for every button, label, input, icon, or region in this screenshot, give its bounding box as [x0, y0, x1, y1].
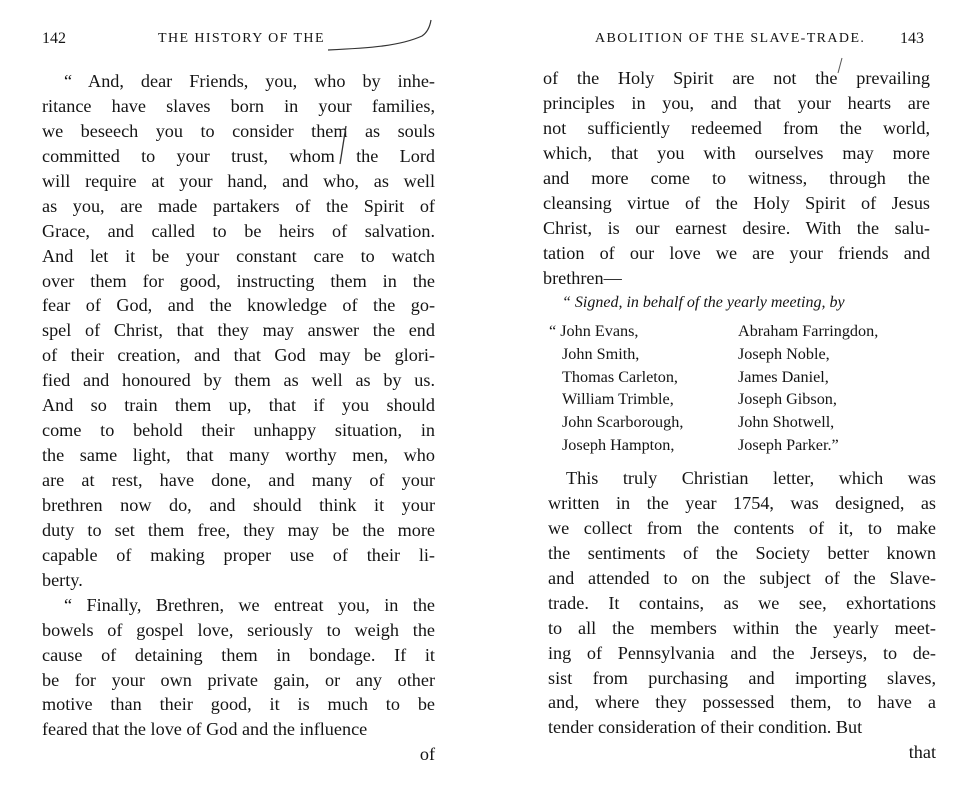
text-line: which, that you with ourselves may more: [543, 142, 930, 163]
signatory-name: Thomas Carleton,: [562, 367, 678, 386]
signatory-name: Joseph Hampton,: [562, 435, 675, 454]
text-line: fied and honoured by them as well as by us.: [42, 370, 435, 391]
signatory-name: Abraham Farringdon,: [738, 322, 879, 340]
text-line: And so train them up, that if you should: [42, 395, 435, 416]
text-line: committed to your trust, whom the Lord: [42, 145, 435, 166]
catchword: that: [908, 742, 936, 763]
text-line: bowels of gospel love, seriously to weigh the: [42, 619, 435, 640]
text-line: principles in you, and that your hearts are: [543, 92, 930, 113]
text-line: to all the members within the yearly meet-: [548, 617, 936, 638]
text-line: Grace, and called to be heirs of salvation.: [42, 220, 435, 241]
text-line: feared that the love of God and the influence: [42, 719, 368, 740]
text-line: will require at your hand, and who, as well: [42, 170, 435, 191]
right-running-head: ABOLITION OF THE SLAVE-TRADE.: [595, 31, 866, 46]
left-page-number: 142: [42, 30, 66, 47]
signature-heading: “ Signed, in behalf of the yearly meeting, by: [562, 294, 845, 311]
text-line: and more come to witness, through the: [543, 167, 930, 188]
text-line: This truly Christian letter, which was: [566, 468, 936, 488]
signatory-name: William Trimble,: [562, 390, 674, 409]
signatory-name: John Shotwell,: [738, 413, 835, 432]
text-line: motive than their good, it is much to be: [42, 694, 435, 715]
signatory-name: John Scarborough,: [562, 413, 684, 432]
text-line: spel of Christ, that they may answer the end: [42, 320, 435, 341]
text-line: the same light, that many worthy men, who: [42, 445, 435, 466]
text-line: ritance have slaves born in your families,: [42, 95, 435, 116]
catchword: of: [419, 744, 435, 765]
text-line: and attended to on the subject of the Slave-: [548, 567, 936, 588]
text-line: cleansing virtue of the Holy Spirit of Jesus: [543, 192, 930, 213]
text-line: capable of making proper use of their li-: [42, 544, 435, 565]
text-line: trade. It contains, as we see, exhortations: [548, 592, 936, 613]
text-line: berty.: [42, 569, 83, 590]
signatories-left-column: [549, 320, 683, 457]
text-line: tation of our love we are your friends and: [543, 242, 930, 263]
text-line: of their creation, and that God may be glori-: [42, 345, 435, 366]
signatory-name: Joseph Gibson,: [738, 390, 837, 409]
text-line: ing of Pennsylvania and the Jerseys, to de-: [548, 642, 936, 663]
text-line: we collect from the contents of it, to make: [548, 517, 936, 538]
text-line: written in the year 1754, was designed, as: [548, 492, 936, 513]
signatory-name: James Daniel,: [738, 367, 829, 386]
signatories-right-column: [738, 320, 878, 457]
left-body-text: [42, 69, 435, 767]
text-line: the sentiments of the Society better known: [548, 542, 936, 563]
text-line: tender consideration of their condition. But: [548, 717, 863, 738]
signatory-name: Joseph Noble,: [738, 344, 830, 363]
text-line: brethren now do, and should think it your: [42, 494, 435, 515]
text-line: sist from purchasing and importing slaves,: [548, 667, 936, 688]
right-page-number: 143: [900, 30, 924, 47]
signatory-name: “ John Evans,: [549, 322, 639, 340]
text-line: are at rest, have done, and many of your: [42, 470, 435, 490]
signatory-name: John Smith,: [562, 344, 640, 363]
right-body-text-bottom: [548, 466, 936, 765]
text-line: And let it be your constant care to watch: [42, 245, 435, 266]
text-line: of the Holy Spirit are not the prevailing: [543, 68, 930, 88]
text-line: duty to set them free, they may be the more: [42, 519, 435, 540]
signatory-name: Joseph Parker.”: [738, 435, 839, 454]
right-body-text-top: [543, 66, 930, 290]
text-line: “ And, dear Friends, you, who by inhe-: [64, 71, 435, 91]
text-line: and, where they possessed them, to have a: [548, 692, 936, 713]
left-running-head: THE HISTORY OF THE: [158, 31, 325, 46]
text-line: not sufficiently redeemed from the world,: [543, 117, 930, 138]
text-line: we beseech you to consider them as souls: [42, 120, 435, 141]
text-line: Christ, is our earnest desire. With the salu-: [543, 217, 930, 238]
text-line: over them for good, instructing them in the: [42, 270, 435, 291]
text-line: be for your own private gain, or any other: [42, 669, 435, 690]
text-line: brethren—: [543, 267, 622, 288]
text-line: as you, are made partakers of the Spirit of: [42, 195, 435, 216]
text-line: come to behold their unhappy situation, in: [42, 420, 435, 441]
text-line: cause of detaining them in bondage. If it: [42, 644, 435, 665]
text-line: fear of God, and the knowledge of the go-: [42, 295, 435, 316]
text-line: “ Finally, Brethren, we entreat you, in the: [64, 594, 435, 615]
